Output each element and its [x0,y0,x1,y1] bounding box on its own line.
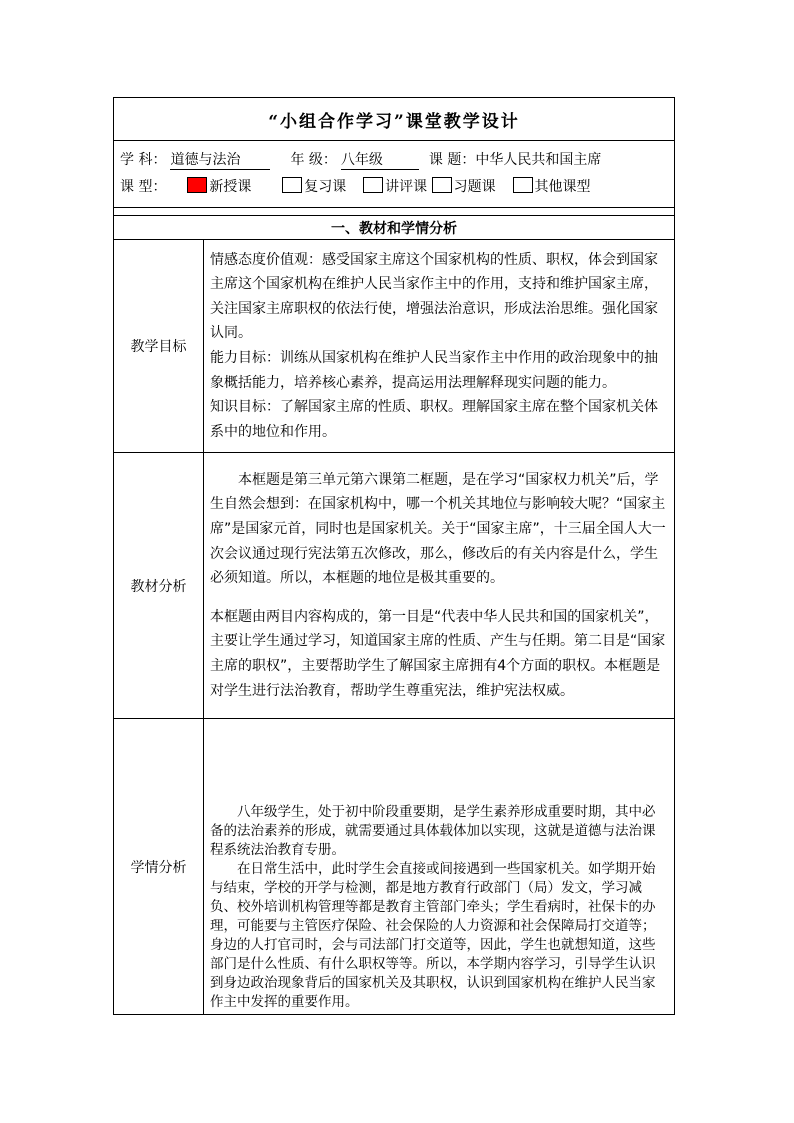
lesson-meta [114,141,675,208]
textbook-label: 教材分析 [114,453,204,719]
checkbox-other-lesson[interactable] [513,177,533,193]
goal-attitude: 情感态度价值观：感受国家主席这个国家机构的性质、职权，体会到国家主席这个国家机构在维护人民当家作主中的作用，支持和维护国家主席，关注国家主席职权的依法行使，增强法治意识，形成法治思维。强化国家认同。 [210,251,658,342]
checkbox-exercise-lesson[interactable] [432,177,452,193]
checkbox-new-lesson[interactable] [187,177,207,193]
section-heading: 一、教材和学情分析 [114,216,675,240]
meta-row-subject [120,147,668,174]
textbook-paragraph-2: 本框题由两目内容构成的，第一目是“代表中华人民共和国的国家机关”，主要让学生通过学习，知道国家主席的性质、产生与任期。第二目是“国家主席的职权”，主要帮助学生了解国家主席拥有4个方面的职权。本框题是对学生进行法治教育，帮助学生尊重宪法，维护宪法权威。 [210,608,666,699]
checkbox-review-lesson[interactable] [282,177,302,193]
grade-value: 八年级 [341,151,419,170]
lesson-plan-document [113,97,674,1015]
meta-row-type [120,174,668,201]
textbook-paragraph-1: 本框题是第三单元第六课第二框题，是在学习“国家权力机关”后，学生自然会想到：在国家机构中，哪一个机关其地位与影响较大呢？“国家主席”是国家元首，同时也是国家机关。关于“国家主席”，十三届全国人大一次会议通过现行宪法第五次修改，那么，修改后的有关内容是什么，学生必须知道。所以，本框题的地位是极其重要的。 [210,471,666,587]
textbook-content [204,453,675,719]
document-title: “小组合作学习”课堂教学设计 [114,98,675,141]
learners-label: 学情分析 [114,719,204,1015]
topic-value: 中华人民共和国主席 [475,152,602,168]
goal-ability: 能力目标：训练从国家机构在维护人民当家作主中作用的政治现象中的抽象概括能力，培养核心素养，提高运用法理解释现实问题的能力。 [210,350,658,391]
checkbox-commentary-lesson[interactable] [363,177,383,193]
lesson-type-review: 复习课 [304,179,347,195]
learners-paragraph-2: 在日常生活中，此时学生会直接或间接遇到一些国家机关。如学期开始与结束，学校的开学与检测，都是地方教育行政部门（局）发文，学习减负、校外培训机构管理等都是教育主管部门牵头；学生看病时，社保卡的办理，可能要与主管医疗保险、社会保险的人力资源和社会保障局打交道等；身边的人打官司时，会与司法部门打交道等，因此，学生也就想知道，这些部门是什么性质、有什么职权等等。所以，本学期内容学习，引导学生认识到身边政治现象背后的国家机关及其职权，认识到国家机构在维护人民当家作主中发挥的重要作用。 [210,861,656,1010]
goals-label: 教学目标 [114,240,204,453]
lesson-type-new: 新授课 [209,179,252,195]
learners-paragraph-1: 八年级学生，处于初中阶段重要期，是学生素养形成重要时期，其中必备的法治素养的形成，就需要通过具体载体加以实现，这就是道德与法治课程系统法治教育专册。 [210,804,656,858]
goals-content [204,240,675,453]
lesson-plan-table [113,97,675,1015]
grade-label: 年 级： [290,152,337,168]
lesson-type-other: 其他课型 [534,179,591,195]
learners-content [204,719,675,1015]
subject-label: 学 科： [120,152,167,168]
goal-knowledge: 知识目标：了解国家主席的性质、职权。理解国家主席在整个国家机关体系中的地位和作用。 [210,399,658,440]
spacer-row [114,208,675,216]
subject-value: 道德与法治 [170,151,270,170]
lesson-type-exercise: 习题课 [453,179,496,195]
type-label: 课 型： [120,179,167,195]
lesson-type-commentary: 讲评课 [385,179,428,195]
topic-label: 课 题： [428,152,476,168]
